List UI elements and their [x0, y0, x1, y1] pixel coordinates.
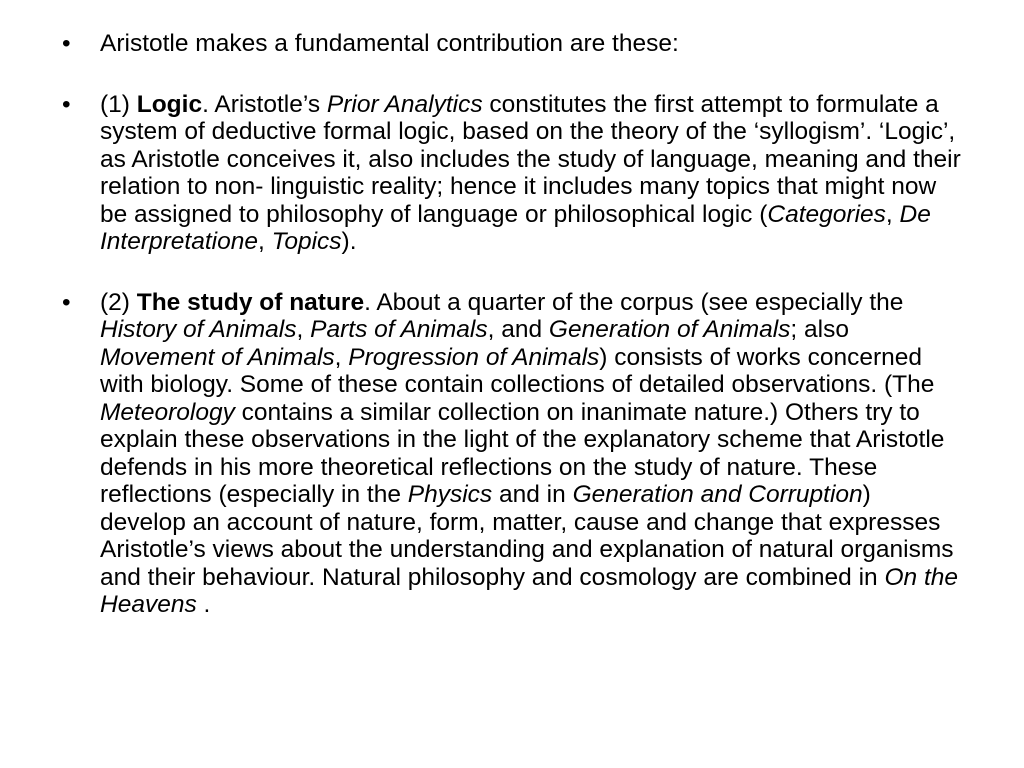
nature-separator-2: , and — [487, 316, 549, 343]
logic-text-1: . Aristotle’s — [202, 90, 327, 118]
bullet-list — [62, 30, 962, 652]
nature-text-2: ) consists of works concerned with biology. Some of these contain collections of detailed observations. (The — [100, 343, 935, 398]
nature-heading: The study of nature — [136, 288, 365, 316]
nature-text-4: ) develop an account of nature, form, matter, cause and change that expresses Aristotle’s views about the understanding and explanation of natural organisms and their behaviour. Natural philosophy and cosmology are combined in — [100, 481, 954, 591]
work-title-progression-of-animals: Progression of Animals — [348, 343, 600, 371]
work-title-prior-analytics: Prior Analytics — [326, 90, 483, 118]
nature-separator-4: , — [334, 343, 349, 371]
work-title-on-the-heavens: On the Heavens — [100, 563, 959, 618]
nature-separator-5: and in — [492, 481, 573, 508]
work-title-physics: Physics — [407, 481, 493, 508]
logic-separator-2: , — [258, 228, 272, 255]
bullet-item-logic — [62, 91, 962, 256]
work-title-categories: Categories — [767, 200, 886, 228]
nature-text-5: . — [196, 591, 211, 618]
work-title-topics: Topics — [271, 228, 342, 255]
work-title-parts-of-animals: Parts of Animals — [310, 316, 488, 343]
work-title-movement-of-animals: Movement of Animals — [100, 343, 335, 371]
work-title-generation-and-corruption: Generation and Corruption — [572, 481, 863, 508]
work-title-de-interpretatione: De Interpretatione — [100, 200, 931, 255]
bullet-item-intro — [62, 30, 962, 58]
logic-text-3: ). — [341, 228, 357, 255]
work-title-meteorology: Meteorology — [100, 398, 235, 426]
bullet-marker: • — [62, 288, 71, 316]
logic-separator-1: , — [885, 200, 900, 228]
bullet-item-nature — [62, 289, 962, 619]
intro-text: Aristotle makes a fundamental contribution are these: — [100, 30, 679, 57]
nature-prefix: (2) — [100, 288, 137, 316]
nature-text-1: . About a quarter of the corpus (see especially the — [364, 288, 904, 316]
nature-separator-3: ; also — [790, 316, 849, 343]
bullet-marker: • — [62, 90, 71, 118]
work-title-history-of-animals: History of Animals — [100, 316, 297, 343]
nature-separator-1: , — [296, 316, 311, 343]
logic-heading: Logic — [136, 90, 203, 118]
logic-text-2: constitutes the first attempt to formulate a system of deductive formal logic, based on the theory of the ‘syllogism’. ‘Logic’, as Aristotle conceives it, also includes the study of language, meaning and their relation to non- linguistic reality; hence it includes many topics that might now be assigned to philosophy of language or philosophical logic ( — [100, 90, 961, 228]
logic-prefix: (1) — [100, 90, 137, 118]
work-title-generation-of-animals: Generation of Animals — [548, 316, 791, 343]
bullet-marker: • — [62, 30, 71, 57]
nature-text-3: contains a similar collection on inanimate nature.) Others try to explain these observations in the light of the explanatory scheme that Aristotle defends in his more theoretical reflections on the study of nature. These reflections (especially in the — [100, 398, 945, 508]
